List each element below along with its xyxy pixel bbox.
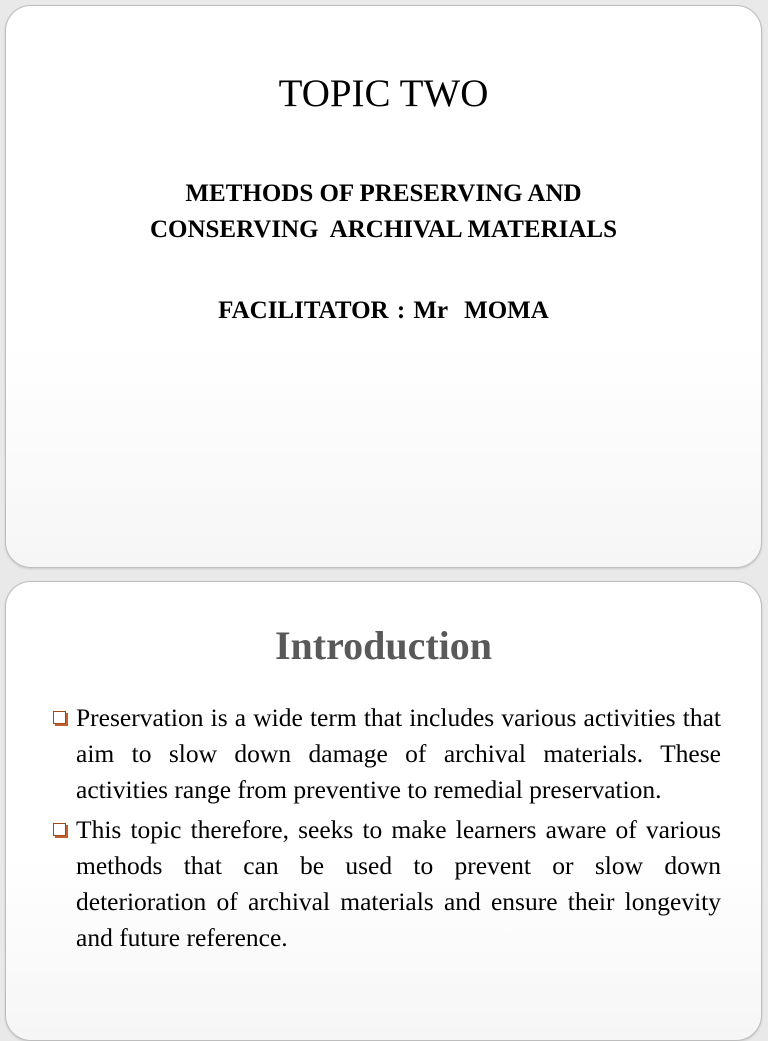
square-bullet-icon — [53, 823, 66, 836]
subtitle-line-2: CONSERVING ARCHIVAL MATERIALS — [149, 216, 618, 243]
square-bullet-icon — [53, 711, 66, 724]
subtitle-line-1: METHODS OF PRESERVING AND — [185, 180, 582, 207]
bullet-text: Preservation is a wide term that includes various activities that aim to slow down damage of archival materials. These activities range from preventive to remedial preservation. — [76, 703, 721, 804]
list-item — [51, 700, 721, 808]
slide-heading: Introduction — [274, 623, 493, 668]
slide-subtitle — [6, 176, 761, 248]
facilitator-text: FACILITATOR : Mr MOMA — [218, 297, 549, 324]
slide-introduction — [5, 581, 762, 1041]
bullet-text: This topic therefore, seeks to make learners aware of various methods that can be used to prevent or slow down deterioration of archival materials and ensure their longevity and future reference. — [76, 815, 721, 952]
bullet-list — [51, 700, 721, 960]
slide-title: TOPIC TWO — [278, 72, 489, 115]
list-item — [51, 812, 721, 956]
slide-topic-two — [5, 5, 762, 568]
